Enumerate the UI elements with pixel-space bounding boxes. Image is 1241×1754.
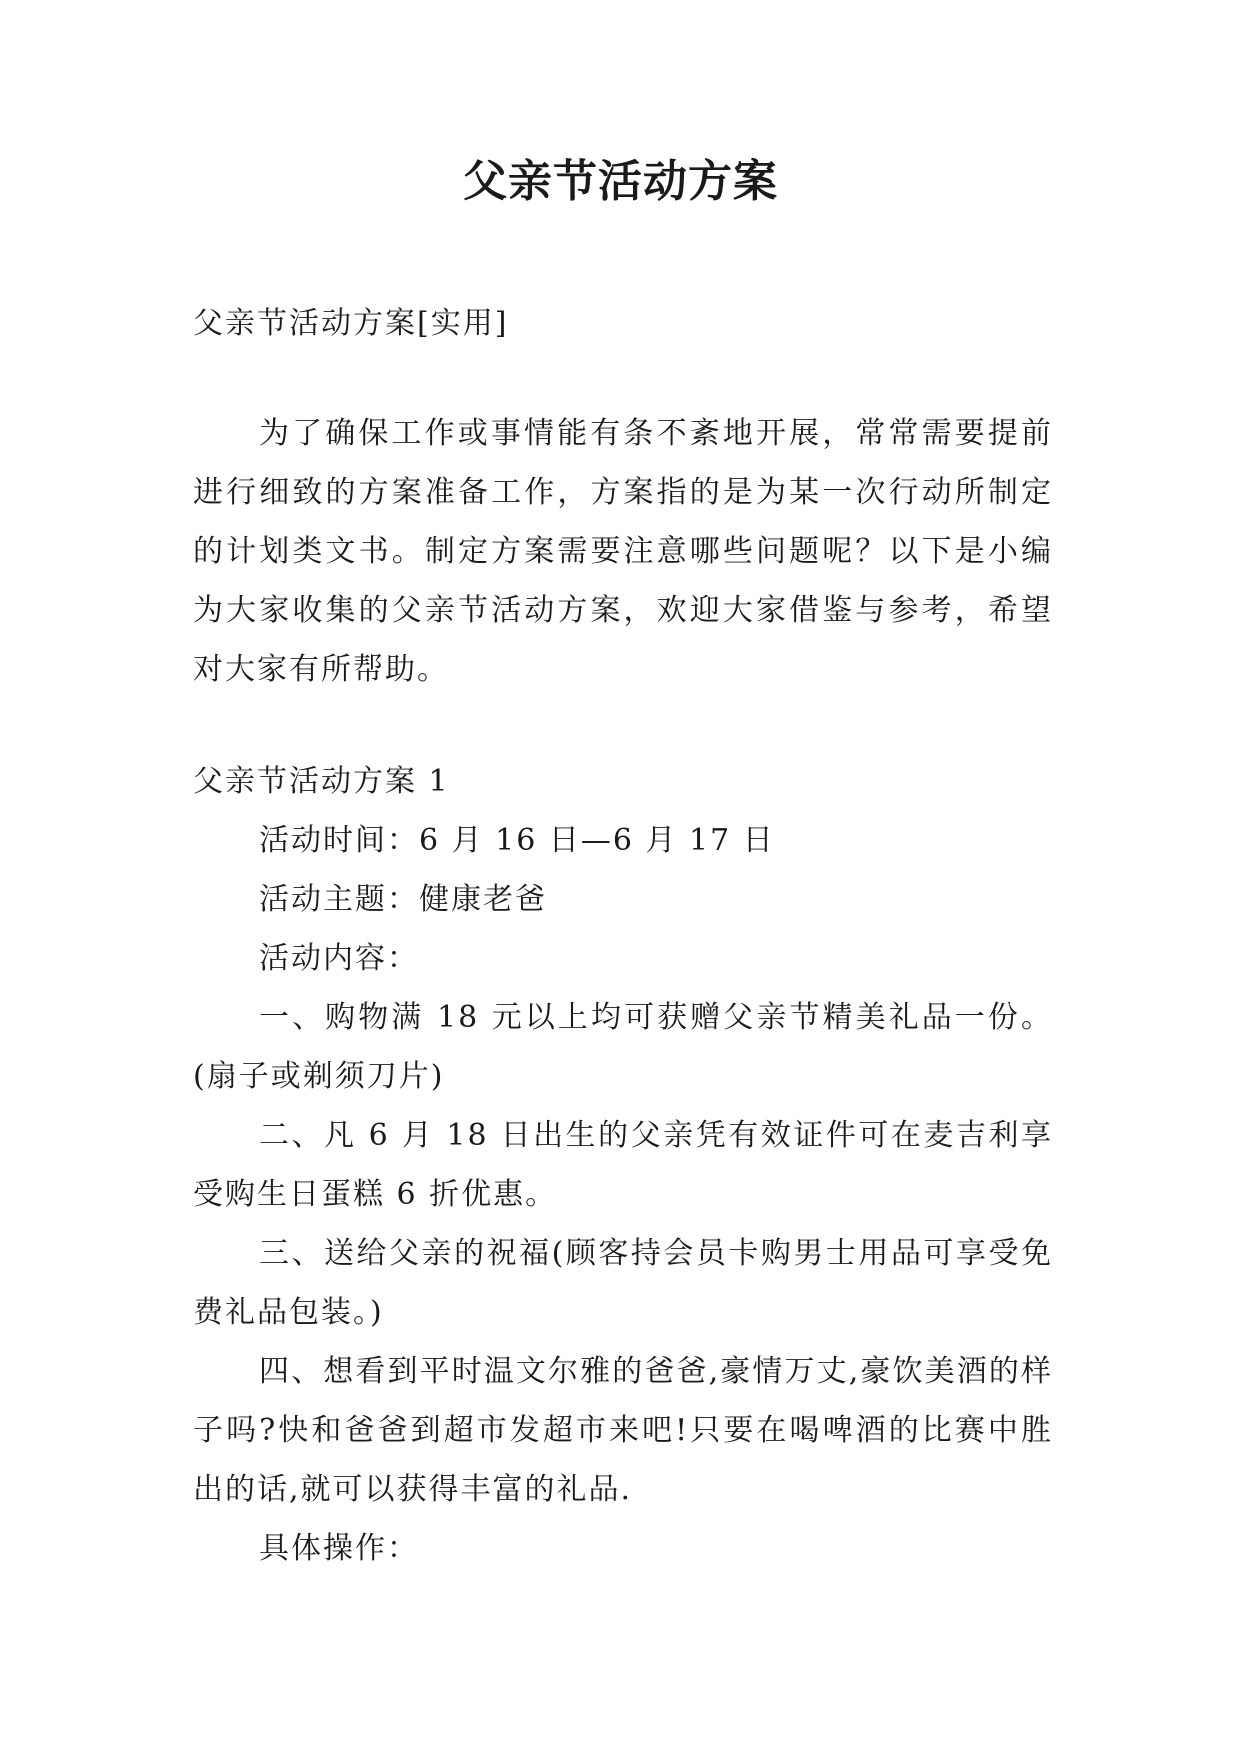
intro-paragraph: 为了确保工作或事情能有条不紊地开展，常常需要提前进行细致的方案准备工作，方案指的是为某一次行动所制定的计划类文书。制定方案需要注意哪些问题呢？以下是小编为大家收集的父亲节活动方案，欢迎大家借鉴与参考，希望对大家有所帮助。 — [193, 416, 1053, 687]
document-subtitle: 父亲节活动方案[实用] — [193, 306, 509, 341]
activity-content-label: 活动内容： — [259, 941, 419, 976]
list-item: 三、送给父亲的祝福(顾客持会员卡购男士用品可享受免费礼品包装。) — [193, 1236, 1053, 1330]
list-item: 四、想看到平时温文尔雅的爸爸,豪情万丈,豪饮美酒的样子吗?快和爸爸到超市发超市来吧!只要在喝啤酒的比赛中胜出的话,就可以获得丰富的礼品. — [193, 1354, 1053, 1507]
list-item: 一、购物满 18 元以上均可获赠父亲节精美礼品一份。(扇子或剃须刀片) — [193, 1000, 1053, 1094]
page-title: 父亲节活动方案 — [463, 156, 778, 207]
operation-label: 具体操作： — [259, 1531, 419, 1566]
list-item: 二、凡 6 月 18 日出生的父亲凭有效证件可在麦吉利享受购生日蛋糕 6 折优惠。 — [193, 1118, 1053, 1212]
section-heading: 父亲节活动方案 1 — [193, 764, 450, 799]
activity-theme: 活动主题：健康老爸 — [259, 882, 547, 917]
activity-time: 活动时间：6 月 16 日—6 月 17 日 — [259, 823, 775, 858]
